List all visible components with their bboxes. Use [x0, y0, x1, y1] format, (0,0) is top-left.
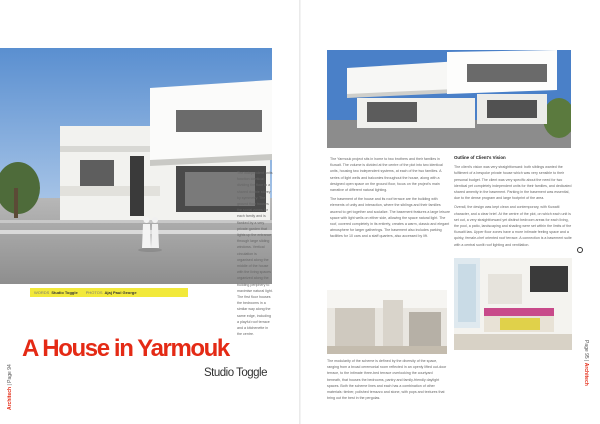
atrium-image [327, 290, 447, 354]
article-subtitle: Studio Toggle [204, 367, 267, 379]
photos-label: PHOTOS [85, 290, 103, 295]
folio-left-page: Page 94 [7, 364, 13, 383]
hero-photo [0, 48, 272, 284]
photos-value: Ajaj Paul George [104, 290, 137, 295]
folio-left [7, 340, 15, 410]
folio-right-brand: Architech [583, 362, 589, 386]
right-paragraph-1: The client's vision was very straightforward: both siblings wanted the fulfilment of a bespoke private house which was very sensible to their personal budget. The client was very specific about the need for two identical yet completely independent units for their families, and dedicated shared amenity in the basement. Parking in the basement was essential, due to the dense program and large footprint of the area. [454, 165, 572, 201]
intro-paragraph: The Yarmouk project sits in home to two brothers and their families in Kuwait. The volume is divided at the centre of the plot into two identical units, housing two independent systems, at each of the two families. A series of light wells and balconies throughout the house, along with a designed open space on the ground floor, focus on the project's main narrative of different natural lighting. [330, 157, 443, 193]
right-paragraph-2: Overall, the design was kept clean and contemporary, with Kuwaiti character, and a clear brief. At the centre of the plot, on which each unit is set out, a very straightforward yet distinct bedroom areas for each living, the pool, a patio, landscaping and shading were set within the limits of the Kuwaiti law. Upper floor zones have a more intimate feeling space and a quirky, female-chef oriented roof terrace. A connection is a basement suite with a central sunlit roof lighting and ventilation. [454, 205, 572, 247]
bedroom-image [454, 258, 572, 350]
section-heading: Outline of Client's Vision [454, 155, 506, 160]
credit-bar [30, 288, 188, 297]
right-text-column [454, 155, 572, 251]
balconies-image [327, 50, 571, 148]
body-paragraph-2: The basement of the house and its roof terrace are the building with elements of unity and interaction, where the siblings and their families ascend to get together and socialize. The basement features a large leisure space with light wells on either side, allowing the space natural light. The roof, covered completely in its entirety, creates a warm, classic and elegant atmosphere for larger gatherings. The basement also includes parking facilities for 10 cars and a staff quarters, also accessed by lift. [330, 197, 450, 239]
page-gutter [299, 0, 301, 424]
words-value: Studio Toggle [51, 290, 78, 295]
hero-villa-image [0, 48, 272, 284]
bottom-text-column: The modularity of the scheme is defined by the diversity of the space, ranging from a broad ceremonial room reflected in an openly lifted out-door terrace, to the intimate three-bed terrace overlooking the courtyard beneath, that houses the bedrooms, pantry and family-friendly daylight spaces. Both the scheme lines and each has a combination of other materials: timber, polished terrazzo and stone, with pops and textures that bring out the best in the pergolas. [327, 359, 447, 401]
folio-left-brand: Architech [7, 386, 13, 410]
wrap-text-column: The independent units function identical: dividing the floor to a shared double storey by symmetry. The ground floor houses the social zones for each family and is flanked by a very private garden that lights up the entrance through large sliding windows. Vertical circulation is organised along the middle of the house with the living spaces organized along the building periphery to maximise natural light. The first floor houses the bedrooms in a similar way along the same edge, including a playful roof terrace and a kitchenette in the centre. [237, 171, 273, 337]
body-text-column [330, 156, 450, 240]
article-title: A House in Yarmouk [22, 335, 229, 362]
photo-atrium [327, 290, 447, 354]
folio-right [582, 340, 590, 410]
photo-balconies [327, 50, 571, 148]
folio-right-separator: | [583, 358, 589, 363]
folio-right-page: Page 95 [583, 340, 589, 359]
circle-marker-icon [577, 247, 583, 253]
photo-bedroom [454, 258, 572, 350]
words-label: WORDS [34, 290, 50, 295]
folio-left-separator: | [7, 382, 13, 387]
